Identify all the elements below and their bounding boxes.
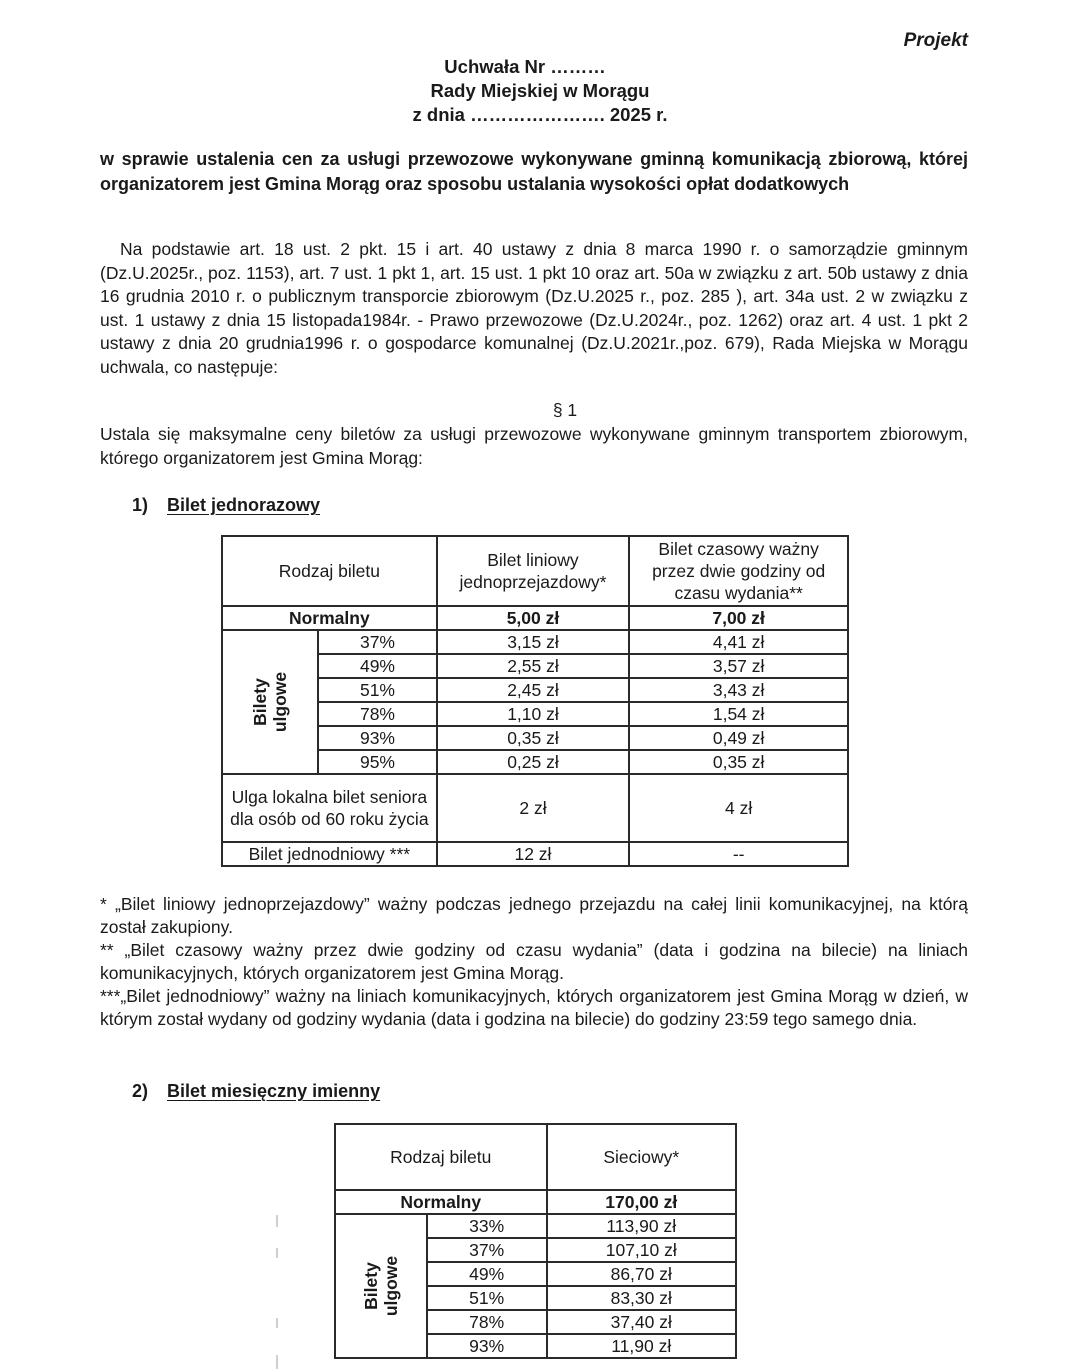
header-ticket-type: Rodzaj biletu [335,1124,547,1190]
network-price: 107,10 zł [547,1238,737,1262]
single-price: 2,55 zł [437,654,630,678]
single-price: 1,10 zł [437,702,630,726]
normal-network-price: 170,00 zł [547,1190,737,1214]
resolution-date: z dnia …………………. 2025 r. [412,104,668,125]
normal-label: Normalny [222,606,437,630]
discount-percent: 49% [427,1262,547,1286]
discount-percent: 33% [427,1214,547,1238]
scan-artifact [276,1248,278,1258]
discount-percent: 93% [318,726,436,750]
table-header-row [335,1124,736,1190]
normal-label: Normalny [335,1190,547,1214]
discount-percent: 37% [427,1238,547,1262]
single-price: 3,15 zł [437,630,630,654]
senior-single-price: 2 zł [437,774,630,842]
senior-timed-price: 4 zł [629,774,848,842]
single-price: 0,25 zł [437,750,630,774]
network-price: 37,40 zł [547,1310,737,1334]
network-price: 11,90 zł [547,1334,737,1358]
senior-label: Ulga lokalna bilet seniora dla osób od 60 roku życia [222,774,437,842]
table-row-daily [222,842,848,866]
timed-price: 4,41 zł [629,630,848,654]
discount-percent: 93% [427,1334,547,1358]
header-ticket-type: Rodzaj biletu [222,536,437,606]
monthly-ticket-price-table [334,1123,737,1359]
daily-single-price: 12 zł [437,842,630,866]
section-intro: Ustala się maksymalne ceny biletów za usługi przewozowe wykonywane gminnym transportem zbiorowym, którego organizatorem jest Gmina Morąg: [100,424,968,468]
discount-percent: 51% [318,678,436,702]
discount-percent: 51% [427,1286,547,1310]
subsection-number: 2) [132,1081,149,1101]
resolution-subject: w sprawie ustalenia cen za usługi przewozowe wykonywane gminną komunikacją zbiorową, której organizatorem jest Gmina Morąg oraz sposobu ustalania wysokości opłat dodatkowych [100,149,968,194]
network-price: 113,90 zł [547,1214,737,1238]
subsection-heading-single-ticket [132,495,320,516]
legal-basis-paragraph: Na podstawie art. 18 ust. 2 pkt. 15 i art. 40 ustawy z dnia 8 marca 1990 r. o samorządzie gminnym (Dz.U.2025r., poz. 1153), art. 7 ust. 1 pkt 1, art. 15 ust. 1 pkt 10 oraz art. 50a w związku z art. 50b ustawy z dnia 16 grudnia 2010 r. o publicznym transporcie zbiorowym (Dz.U.2025 r., poz. 285 ), art. 34a ust. 2 w związku z ust. 1 ustawy z dnia 15 listopada1984r. - Prawo przewozowe (Dz.U.2024r., poz. 1262) oraz art. 4 ust. 1 pkt 2 ustawy z dnia 20 grudnia1996 r. o gospodarce komunalnej (Dz.U.2021r.,poz. 679), Rada Miejska w Morągu uchwala, co następuje: [100,239,968,377]
subsection-title: Bilet miesięczny imienny [167,1081,381,1101]
table-row [335,1214,736,1238]
network-price: 83,30 zł [547,1286,737,1310]
timed-price: 3,43 zł [629,678,848,702]
table-row-normal [222,606,848,630]
resolution-heading [380,55,700,127]
header-single-ride: Bilet liniowy jednoprzejazdowy* [437,536,630,606]
table-header-row [222,536,848,606]
discount-group-label: Bilety ulgowe [222,630,318,774]
draft-label: Projekt [903,30,968,51]
header-network: Sieciowy* [547,1124,737,1190]
resolution-number: Uchwała Nr ……… [444,56,606,77]
header-timed-ticket: Bilet czasowy ważny przez dwie godziny od czasu wydania** [629,536,848,606]
discount-percent: 49% [318,654,436,678]
discount-percent: 95% [318,750,436,774]
scan-artifact [276,1355,278,1369]
subsection-number: 1) [132,495,149,515]
timed-price: 0,35 zł [629,750,848,774]
timed-price: 0,49 zł [629,726,848,750]
normal-single-price: 5,00 zł [437,606,630,630]
footnote-timed: ** „Bilet czasowy ważny przez dwie godziny od czasu wydania” (data i godzina na bilecie) na liniach komunikacyjnych, których organizatorem jest Gmina Morąg. [100,940,968,983]
scan-artifact [276,1215,278,1227]
timed-price: 1,54 zł [629,702,848,726]
table-row [222,630,848,654]
daily-timed-price: -- [629,842,848,866]
daily-label: Bilet jednodniowy *** [222,842,437,866]
footnote-single: * „Bilet liniowy jednoprzejazdowy” ważny podczas jednego przejazdu na całej linii komunikacyjnej, na którą został zakupiony. [100,894,968,937]
discount-percent: 78% [318,702,436,726]
scan-artifact [276,1318,278,1328]
normal-timed-price: 7,00 zł [629,606,848,630]
footnote-daily: ***„Bilet jednodniowy” ważny na liniach komunikacyjnych, których organizatorem jest Gmina Morąg w dzień, w którym został wydany od godziny wydania (data i godzina na bilecie) do godziny 23:59 tego samego dnia. [100,986,968,1029]
timed-price: 3,57 zł [629,654,848,678]
single-price: 0,35 zł [437,726,630,750]
footnotes [100,893,968,1031]
discount-group-label: Bilety ulgowe [335,1214,427,1358]
network-price: 86,70 zł [547,1262,737,1286]
subsection-heading-monthly-ticket [132,1081,380,1102]
single-price: 2,45 zł [437,678,630,702]
council-name: Rady Miejskiej w Morągu [430,80,650,101]
table-row-senior [222,774,848,842]
table-row-normal [335,1190,736,1214]
discount-percent: 78% [427,1310,547,1334]
subsection-title: Bilet jednorazowy [167,495,321,515]
single-ticket-price-table [221,535,849,867]
discount-percent: 37% [318,630,436,654]
section-mark: § 1 [552,400,578,420]
